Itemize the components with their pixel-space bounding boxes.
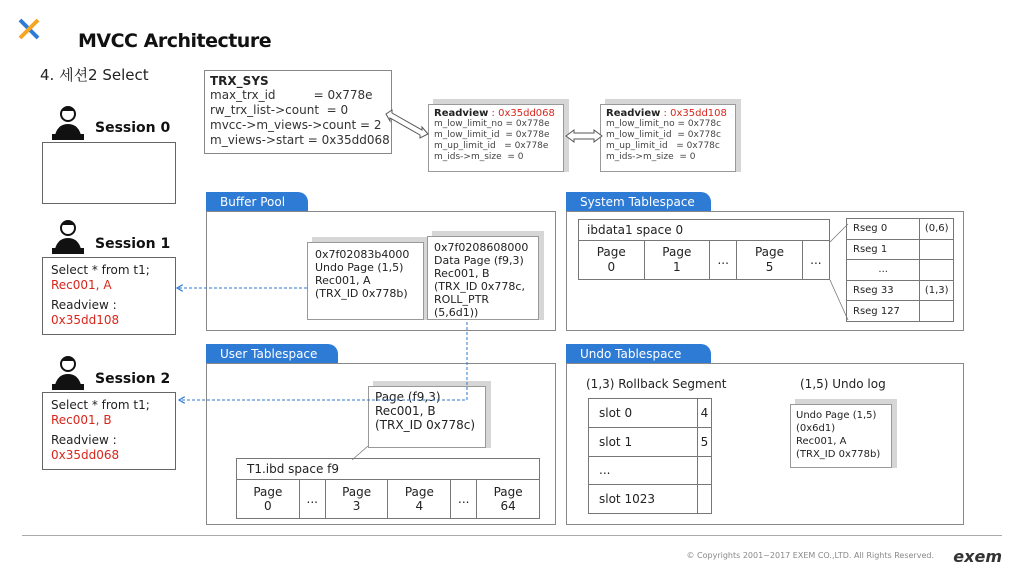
trx-sys-line: mvcc->m_views->count = 2 — [210, 118, 382, 132]
session-0-label: Session 0 — [95, 120, 171, 136]
page-cell: Page 0 — [237, 480, 300, 519]
page-cell: Page 5 — [737, 241, 803, 280]
page-cell: Page 0 — [579, 241, 645, 280]
slot-name: ... — [589, 456, 698, 485]
buffer-page-line: (TRX_ID 0x778b) — [315, 287, 408, 300]
page-cell: ... — [451, 480, 477, 519]
buffer-page-line: (TRX_ID 0x778c, — [434, 280, 525, 293]
session-1-query: Select * from t1; — [51, 263, 150, 277]
exem-logo: exem — [953, 547, 1002, 566]
footer-divider — [22, 535, 1002, 536]
rseg-name: Rseg 0 — [847, 219, 920, 240]
buffer-page-line: Rec001, B — [434, 267, 490, 280]
buffer-pool-tab: Buffer Pool — [206, 192, 308, 212]
rseg-value: (1,3) — [920, 280, 954, 301]
user-page-line: Page (f9,3) — [375, 390, 441, 404]
rollback-segment-title: (1,3) Rollback Segment — [586, 377, 727, 391]
buffer-page-line: 0x7f0208608000 — [434, 241, 529, 254]
page-cell: ... — [710, 241, 737, 280]
buffer-page-line: 0x7f02083b4000 — [315, 248, 410, 261]
t1-ibd-header: T1.ibd space f9 — [236, 458, 540, 480]
readview-line: m_ids->m_size = 0 — [434, 152, 524, 162]
buffer-page-line: Rec001, A — [315, 274, 371, 287]
rseg-name: Rseg 1 — [847, 239, 920, 260]
page-cell: Page 4 — [388, 480, 451, 519]
session-2-readview: 0x35dd068 — [51, 448, 120, 462]
page-cell: ... — [299, 480, 325, 519]
rseg-name: ... — [847, 260, 920, 281]
readview-addr: : 0x35dd108 — [660, 108, 727, 119]
copyright-text: © Copyrights 2001~2017 EXEM CO.,LTD. All Rights Reserved. — [686, 551, 934, 560]
session-1-readview: 0x35dd108 — [51, 313, 120, 327]
page-title: MVCC Architecture — [78, 30, 272, 52]
undo-tablespace-tab: Undo Tablespace — [566, 344, 711, 364]
slot-name: slot 0 — [589, 399, 698, 428]
readview-label: Readview — [434, 108, 489, 119]
readview-line: m_low_limit_no = 0x778c — [606, 119, 722, 129]
readview-label: Readview — [606, 108, 661, 119]
session-2-query: Select * from t1; — [51, 398, 150, 412]
buffer-page-line: Undo Page (1,5) — [315, 261, 404, 274]
trx-sys-line: rw_trx_list->count = 0 — [210, 103, 349, 117]
undo-page-line: (0x6d1) — [796, 423, 836, 434]
readview-line: m_up_limit_id = 0x778e — [434, 141, 549, 151]
user-page-line: Rec001, B — [375, 404, 436, 418]
trx-sys-title: TRX_SYS — [210, 74, 269, 88]
trx-sys-line: m_views->start = 0x35dd068 — [210, 133, 390, 147]
undo-page-line: Rec001, A — [796, 436, 847, 447]
readview-line: m_low_limit_id = 0x778c — [606, 130, 721, 140]
readview-addr: : 0x35dd068 — [488, 108, 555, 119]
slot-value: 5 — [697, 427, 711, 456]
session-2-readview-label: Readview : — [51, 433, 117, 447]
rseg-name: Rseg 127 — [847, 301, 920, 322]
readview-line: m_ids->m_size = 0 — [606, 152, 696, 162]
buffer-page-line: ROLL_PTR (5,6d1)) — [434, 293, 490, 319]
user-tablespace-tab: User Tablespace — [206, 344, 338, 364]
session-1-record: Rec001, A — [51, 278, 112, 292]
page-cell: ... — [802, 241, 829, 280]
slot-name: slot 1 — [589, 427, 698, 456]
readview-line: m_low_limit_id = 0x778e — [434, 130, 550, 140]
session-2-label: Session 2 — [95, 371, 171, 387]
readview-line: m_low_limit_no = 0x778e — [434, 119, 550, 129]
session-1-label: Session 1 — [95, 236, 171, 252]
rseg-name: Rseg 33 — [847, 280, 920, 301]
page-cell: Page 64 — [477, 480, 540, 519]
slot-value: 4 — [697, 399, 711, 428]
session-2-record: Rec001, B — [51, 413, 112, 427]
undo-log-title: (1,5) Undo log — [800, 377, 886, 391]
user-page-line: (TRX_ID 0x778c) — [375, 418, 476, 432]
undo-page-line: (TRX_ID 0x778b) — [796, 449, 881, 460]
rseg-value: (0,6) — [920, 219, 954, 240]
readview-line: m_up_limit_id = 0x778c — [606, 141, 720, 151]
page-subtitle: 4. 세션2 Select — [40, 66, 149, 84]
page-cell: Page 3 — [325, 480, 388, 519]
undo-page-line: Undo Page (1,5) — [796, 410, 877, 421]
session-1-readview-label: Readview : — [51, 298, 117, 312]
buffer-page-line: Data Page (f9,3) — [434, 254, 524, 267]
system-tablespace-tab: System Tablespace — [566, 192, 711, 212]
trx-sys-line: max_trx_id = 0x778e — [210, 88, 373, 102]
page-cell: Page 1 — [644, 241, 710, 280]
slot-name: slot 1023 — [589, 485, 698, 514]
ibdata-header: ibdata1 space 0 — [578, 219, 830, 241]
